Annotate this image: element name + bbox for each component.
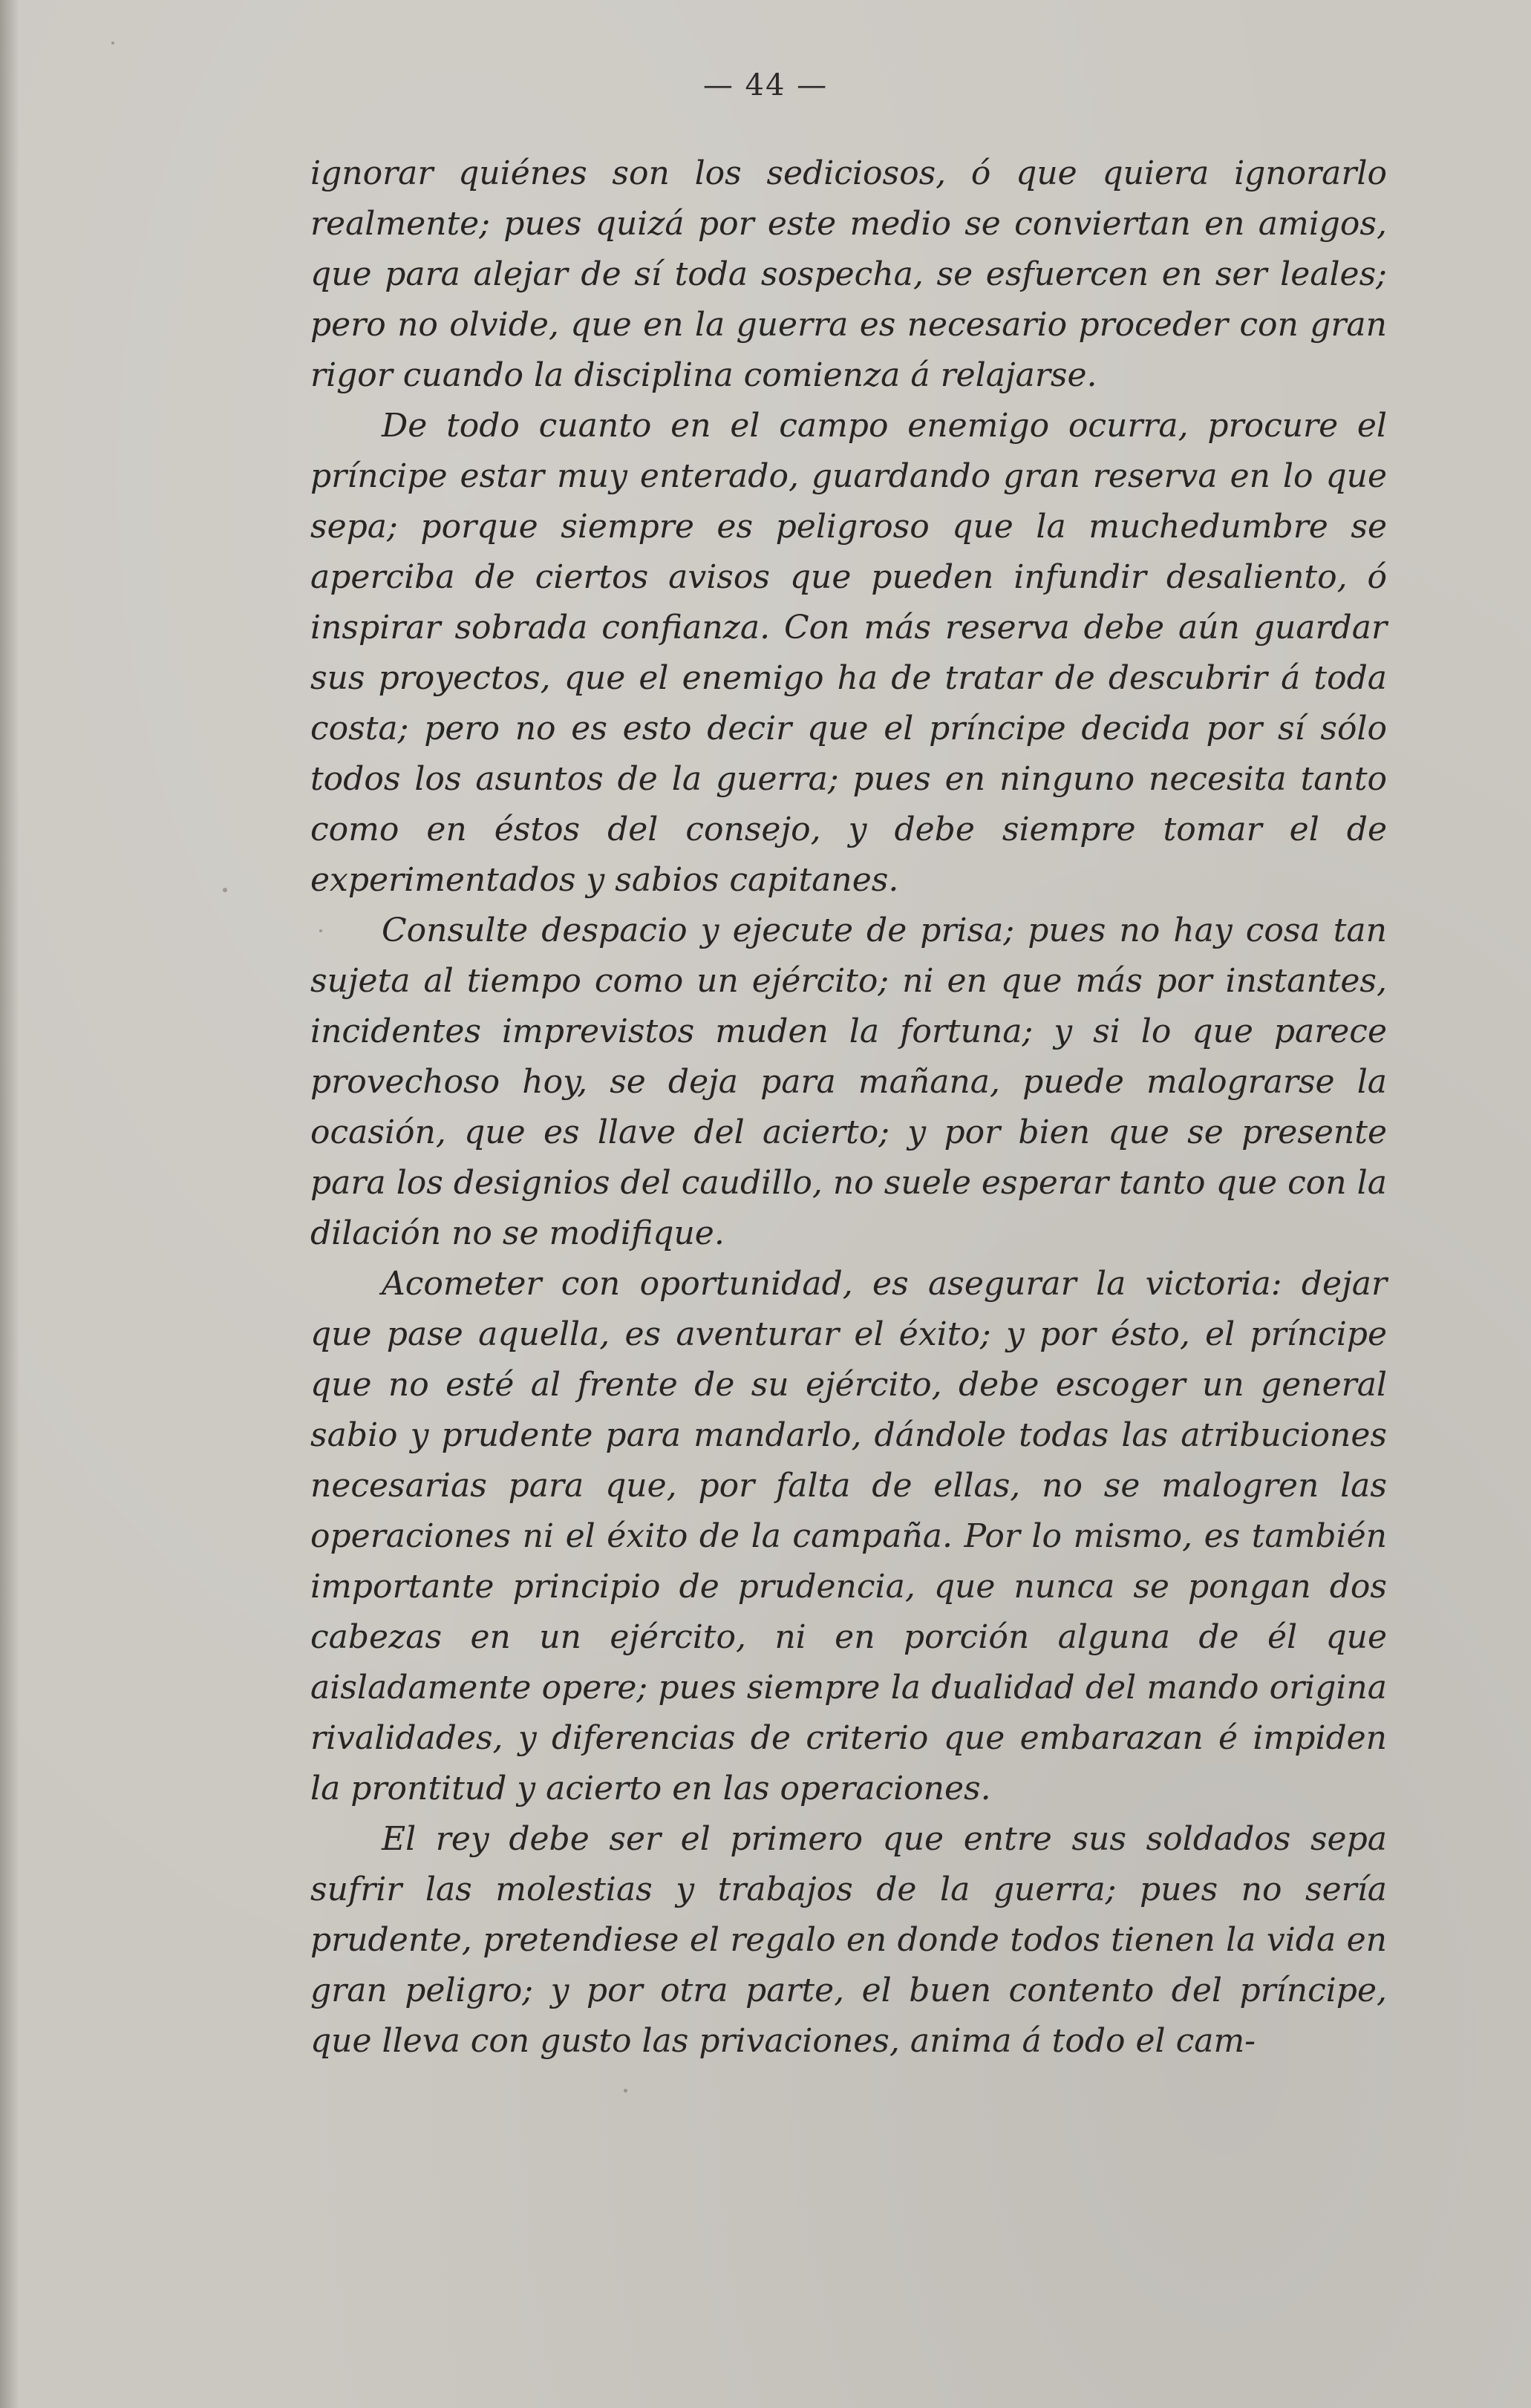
page-number: — 44 — xyxy=(702,68,829,102)
paragraph-enemy-intelligence: De todo cuanto en el campo enemigo ocurra, procure el príncipe estar muy enterado, guardando gran reserva en lo que sepa; porque siempre es peligroso que la muchedumbre se aperciba de ciertos avisos que pueden infundir desaliento, ó inspirar sobrada confianza. Con más reserva debe aún guardar sus proyectos, que el enemigo ha de tratar de descubrir á toda costa; pero no es esto decir que el príncipe decida por sí sólo todos los asuntos de la guerra; pues en ninguno necesita tanto como en éstos del consejo, y debe siempre tomar el de experimentados y sabios capitanes. xyxy=(310,407,1387,899)
paper-speck xyxy=(624,2089,627,2093)
paragraph-king-first: El rey debe ser el primero que entre sus soldados sepa sufrir las molestias y trabajos de la guerra; pues no sería prudente, pretendiese el regalo en donde todos tienen la vida en gran peligro; y por otra parte, el buen contento del príncipe, que lleva con gusto las privaciones, anima á todo el cam- xyxy=(310,1820,1387,2060)
paragraph-consult-slowly: Consulte despacio y ejecute de prisa; pues no hay cosa tan sujeta al tiempo como un ejército; ni en que más por instantes, incidentes imprevistos muden la fortuna; y si lo que parece provechoso hoy, se deja para mañana, puede malograrse la ocasión, que es llave del acierto; y por bien que se presente para los designios del caudillo, no suele esperar tanto que con la dilación no se modifique. xyxy=(310,912,1387,1252)
paragraph-continuation: ignorar quiénes son los sediciosos, ó que quiera ignorarlo realmente; pues quizá por este medio se conviertan en amigos, que para alejar de sí toda sospecha, se esfuercen en ser leales; pero no olvide, que en la guerra es necesario proceder con gran rigor cuando la disciplina comienza á relajarse. xyxy=(310,154,1387,394)
body-text xyxy=(310,148,1387,2067)
paper-speck xyxy=(223,888,227,892)
paragraph-attack-opportunity: Acometer con oportunidad, es asegurar la victoria: dejar que pase aquella, es aventurar el éxito; y por ésto, el príncipe que no esté al frente de su ejército, debe escoger un general sabio y prudente para mandarlo, dándole todas las atribuciones necesarias para que, por falta de ellas, no se malogren las operaciones ni el éxito de la campaña. Por lo mismo, es también importante principio de prudencia, que nunca se pongan dos cabezas en un ejército, ni en porción alguna de él que aisladamente opere; pues siempre la dualidad del mando origina rivalidades, y diferencias de criterio que embarazan é impiden la prontitud y acierto en las operaciones. xyxy=(310,1265,1387,1807)
page-edge-shadow xyxy=(0,0,19,2408)
paper-speck xyxy=(319,929,322,932)
paper-speck xyxy=(111,42,114,45)
